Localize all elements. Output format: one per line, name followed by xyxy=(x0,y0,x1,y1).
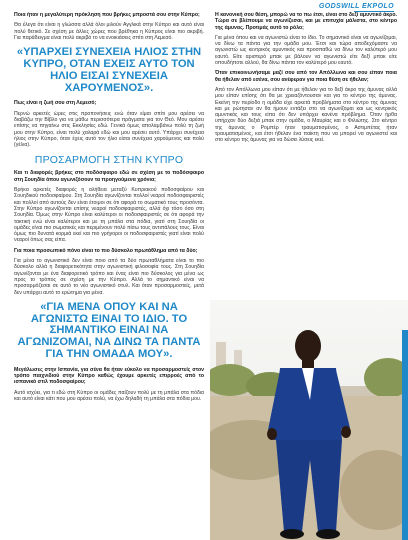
player-photo xyxy=(210,300,408,540)
answer-life-limassol: Περνώ αρκετές ώρες στις προπονήσεις ενώ όταν είμαι σπίτι μου αρέσει να διαβάζω την Βίβλο για να μάθω περισσότερα πράγματα για τον Θεό. Μου αρέσει επίσης να πηγαίνω στις Εκκλησίες εδώ. Γενικά όμως απολαμβάνω πολύ τη ζωή μου στην Κύπρο, είναι πολύ χαλαρά εδώ και μου αρέσει αυτό. Υπάρχει συνέχεια ήλιος στην Κύπρο, όταν έχεις αυτό τον ήλιο είσαι συνέχεια χαρούμενος και πολύ (γέλια). xyxy=(14,110,204,149)
question-apollon-contact: Όταν επικοινωνήσαμε μαζί σου από τον Απόλλωνα και σου είπαν ποια θα ήθελαν από εσένα, σου ανέφεραν για ποια θέση σε ήθελαν; xyxy=(215,70,397,83)
question-life-limassol: Πως είναι η ζωή σου στη Λεμεσό; xyxy=(14,100,97,107)
header-brand: GODSWILL EKPOLO xyxy=(318,3,394,10)
question-difficulty: Για ποια προσωπικό πόνο είναι το πιο δύσκολο πρωτάθλημα από τα δύο; xyxy=(14,247,198,254)
answer-difficulty: Για μένα το αγωνιστικό δεν είναι ποιο από τα δύο πρωταθλήματα είναι το πιο δύσκολο αλλά η διαφορετικότητα στην αγωνιστική φιλοσοφία τους. Στη Σουηδία αγωνίζονται με ένα διαφορετικό τρόπο και ένας είναι πιο δύσκολος για μένα ως προς το τρόπος σε σχέση με την Κύπρο. Αλλά το σημαντικό είναι να προσαρμόζεσαι σε αυτό το νέο αγωνιστικό στυλ. Και όταν προσαρμοστείς, μετά δεν υπάρχει αυτό το ερώτημα για μένα. xyxy=(14,258,204,296)
question-challenge: Ποια ήταν η μεγαλύτερη πρόκληση που βρήκες μπροστά σου στην Κύπρο; xyxy=(14,12,200,18)
question-position: Η κανονική σου θέση, μπορώ να το πω έτσι, είναι στο δεξί αμυντικό άκρο. Τώρα σε βλέπουμε να αγωνίζεσαι, και με επιτυχία μάλιστα, στο κέντρο της άμυνας. Προτιμάς αυτό το ρόλο; xyxy=(215,12,397,31)
answer-position: Για μένα όπου και να αγωνιστώ είναι το ίδιο. Το σημαντικό είναι να αγωνίζομαι, να δίνω τα πάντα για την ομάδα μου. Έτσι και τώρα αποδεχόμαστε να αγωνιστώ ως κεντρικός αμυντικός και προσπαθώ να δίνω τον καλύτερό μου εαυτό. Είτε αριστερό μπακ με βάλουν να αγωνιστώ είτε δεξί μπακ είτε οπουδήποτε αλλού, θα δίνω πάντα τον καλύτερό μου εαυτό. xyxy=(215,34,397,67)
player-photo-illustration xyxy=(210,300,408,540)
left-column xyxy=(14,12,204,406)
pull-quote-sun: «ΥΠΑΡΧΕΙ ΣΥΝΕΧΕΙΑ ΗΛΙΟΣ ΣΤΗΝ ΚΥΠΡΟ, ΟΤΑΝ ΕΧΕΙΣ ΑΥΤΟ ΤΟΝ ΗΛΙΟ ΕΙΣΑΙ ΣΥΝΕΧΕΙΑ ΧΑΡΟΥΜΕΝΟΣ». xyxy=(16,46,202,94)
section-heading: ΠΡΟΣΑΡΜΟΓΗ ΣΤΗΝ ΚΥΠΡΟ xyxy=(34,154,184,167)
answer-challenge: Θα έλεγα ότι είναι η γλώσσα αλλά όλοι μιλούν Αγγλικά στην Κύπρο και αυτό είναι πολύ θετικό. Σε σχέση με άλλες χώρες που βρέθηκα η Κύπρος είναι πιο ακριβή. Για παράδειγμα είναι πολύ ακριβό το να ενοικιάσεις σπίτι στη Λεμεσό. xyxy=(14,22,204,41)
right-column xyxy=(215,12,397,148)
answer-apollon-contact: Από τον Απόλλωνα μου είπαν ότι με ήθελαν για το δεξί άκρο της άμυνας αλλά μου είπαν επίσης ότι θα με χρειαζόντουσαν και για το κέντρο της άμυνας. Εκείνη την περίοδο η ομάδα είχε αρκετά προβλήματα στο κέντρο της άμυνας και με ρώτησαν αν θα ήμουν εντάξει στο να αγωνίζομαι και ως κεντρικός αμυντικός και τους είπα ότι δεν υπάρχει κανένα πρόβλημα. Όταν ήρθα υπήρχαν δύο δεξιά μπακ στην ομάδα, ο Μαυρίας και ο Φιλιώτης. Στο κέντρο της άμυνας ο Ρομπέρ ήταν τραυματισμένος, ο Αστιμπέτας ήταν τραυματισμένος, και έτσι ήθελαν ένα παίκτη που να μπορεί να αγωνιστεί και στο κέντρο της άμυνας για να δώσει λύσεις εκεί. xyxy=(215,86,397,144)
answer-spain: Αυτό ισχύει, για τι εδώ στη Κύπρο οι ομάδες παίζουν πολύ με τη μπάλα στα πόδια και αυτό είναι κάτι που μου αρέσει πολύ, να έχω δηλαδή τη μπάλα στα πόδια μου. xyxy=(14,389,204,402)
pull-quote-team: «ΓΙΑ ΜΕΝΑ ΟΠΟΥ ΚΑΙ ΝΑ ΑΓΩΝΙΣΤΩ ΕΙΝΑΙ ΤΟ ΙΔΙΟ. ΤΟ ΣΗΜΑΝΤΙΚΟ ΕΙΝΑΙ ΝΑ ΑΓΩΝΙΖΟΜΑΙ, ΝΑ ΔΙΝΩ ΤΑ ΠΑΝΤΑ ΓΙΑ ΤΗΝ ΟΜΑΔΑ ΜΟΥ». xyxy=(17,300,201,360)
answer-differences: Βρήκα αρκετές διαφορές η αλήθεια μεταξύ Κυπριακού ποδοσφαίρου και Σουηδικού ποδοσφαίρου. Στη Σουηδία αγωνίζονται πολλοί νεαροί ποδοσφαιριστές και πολλοί από αυτούς δεν είναι έτοιμοι σε ότι αφορά το σωματικό τους προσόντα. Στην Κύπρο αγωνίζονται επίσης νεαροί ποδοσφαιριστές, αλλά όχι τόσο όσο στη Σουηδία. Όμως στην Κύπρο είναι καλύτεροι οι ποδοσφαιριστές σε ότι αφορά την τακτική ενώ είναι καλύτεροι και με τη μπάλα στα πόδια, γιατί στη Σουηδία οι ομάδες είναι πιο σωματικές και περιμένουν πολύ πίσω τους αντιπάλους τους. Είναι όμως πιο δυνατά κορμιά εκεί και πιο γρήγοροι οι ποδοσφαιριστές γιατί είναι πολύ νεαροί όπως σας είπα. xyxy=(14,187,204,244)
accent-bar xyxy=(402,330,408,540)
question-differences: Και τι διαφορές βρήκες στο ποδόσφαιρο εδώ σε σχέση με το ποδόσφαιρο στη Σουηδία όπου αγωνιζόσουν τα προηγούμενα χρόνια; xyxy=(14,170,204,183)
question-spain: Μεγάλωσες στην Ισπανία, για σένα θα ήταν εύκολο να προσαρμοστείς στον τρόπο παιχνιδιού στην Κύπρο καθώς έχουμε αρκετές επιρροές από το ισπανικό στιλ ποδοσφαίρου; xyxy=(14,366,204,386)
